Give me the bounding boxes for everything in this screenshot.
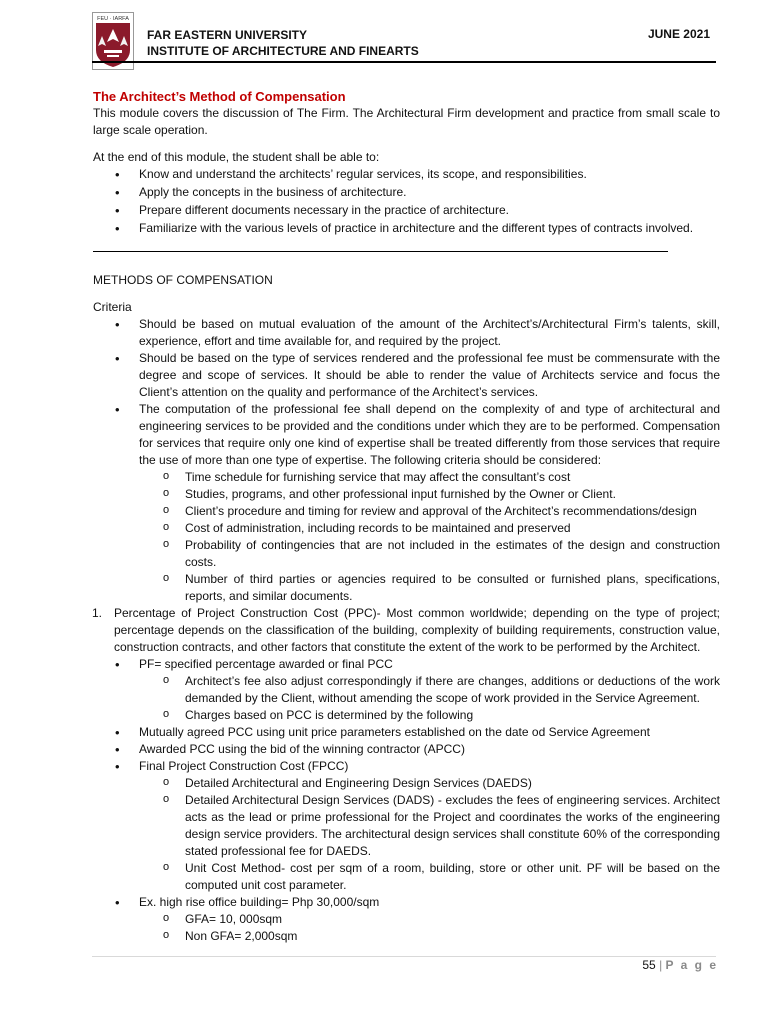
objectives-lead: At the end of this module, the student shall be able to: bbox=[93, 150, 380, 164]
pf-text: PF= specified percentage awarded or final PCC bbox=[139, 657, 393, 671]
list-item: • Know and understand the architects’ regular services, its scope, and responsibilities. bbox=[93, 166, 720, 183]
document-body bbox=[93, 88, 720, 945]
numbered-item-1 bbox=[92, 605, 720, 656]
list-item: o Charges based on PCC is determined by the following bbox=[139, 707, 720, 724]
page-number: 55 bbox=[642, 958, 656, 972]
criteria-sub-list bbox=[139, 469, 720, 605]
list-item: o Number of third parties or agencies required to be consulted or furnished plans, specifications, reports, and similar documents. bbox=[139, 571, 720, 605]
list-item bbox=[93, 656, 720, 724]
list-item: o Detailed Architectural and Engineering Design Services (DAEDS) bbox=[139, 775, 720, 792]
list-item: • Prepare different documents necessary in the practice of architecture. bbox=[93, 202, 720, 219]
list-item: • Awarded PCC using the bid of the winning contractor (APCC) bbox=[93, 741, 720, 758]
list-item bbox=[93, 758, 720, 894]
example-text: Ex. high rise office building= Php 30,000/sqm bbox=[139, 895, 380, 909]
university-name: FAR EASTERN UNIVERSITY bbox=[147, 28, 308, 42]
section-title: The Architect’s Method of Compensation bbox=[93, 89, 346, 104]
footer-divider bbox=[92, 956, 716, 957]
pf-sub-list bbox=[139, 673, 720, 724]
list-item: o Architect’s fee also adjust correspondingly if there are changes, additions or deductions of the work demanded by the Client, without amending the scope of work provided in the Service Agreement. bbox=[139, 673, 720, 707]
list-item bbox=[93, 401, 720, 605]
objectives-list bbox=[93, 166, 720, 237]
list-item: o Unit Cost Method- cost per sqm of a room, building, store or other unit. PF will be based on the computed unit cost parameter. bbox=[139, 860, 720, 894]
page-separator: | bbox=[659, 958, 663, 972]
list-item: • Mutually agreed PCC using unit price parameters established on the date od Service Agreement bbox=[93, 724, 720, 741]
list-item: • Familiarize with the various levels of practice in architecture and the different types of contracts involved. bbox=[93, 220, 720, 237]
item-number: 1. bbox=[92, 606, 103, 620]
list-item: • Apply the concepts in the business of architecture. bbox=[93, 184, 720, 201]
section-separator bbox=[93, 251, 668, 252]
list-item: o Detailed Architectural Design Services (DADS) - excludes the fees of engineering services. Architect acts as the lead or prime professional for the Project and coordinates the works of the engineering design service providers. The architectural design services shall constitute 60% of the corresponding stated professional fee for DAEDS. bbox=[139, 792, 720, 860]
example-sub-list bbox=[139, 911, 720, 945]
list-item: • Should be based on the type of services rendered and the professional fee must be commensurate with the degree and scope of services. It should be able to render the value of Architects service and focus the Client’s attention on the quality and performance of the Architect’s services. bbox=[93, 350, 720, 401]
logo-text: FEU · IARFA bbox=[97, 16, 129, 22]
institute-name: INSTITUTE OF ARCHITECTURE AND FINEARTS bbox=[147, 44, 419, 58]
list-item: o Time schedule for furnishing service that may affect the consultant’s cost bbox=[139, 469, 720, 486]
list-item: o Client’s procedure and timing for review and approval of the Architect’s recommendations/design bbox=[139, 503, 720, 520]
page-footer bbox=[642, 958, 718, 972]
list-item: o GFA= 10, 000sqm bbox=[139, 911, 720, 928]
list-item: • Should be based on mutual evaluation of the amount of the Architect’s/Architectural Firm’s talents, skill, experience, effort and time available for, and required by the project. bbox=[93, 316, 720, 350]
list-item: o Non GFA= 2,000sqm bbox=[139, 928, 720, 945]
list-item: o Probability of contingencies that are not included in the estimates of the design and construction costs. bbox=[139, 537, 720, 571]
fpcc-sub-list bbox=[139, 775, 720, 894]
list-item: o Cost of administration, including records to be maintained and preserved bbox=[139, 520, 720, 537]
methods-heading: METHODS OF COMPENSATION bbox=[93, 273, 273, 287]
criteria-text: The computation of the professional fee shall depend on the complexity of and type of architectural and engineering services to be provided and the conditions under which they are to be performed. Compensation for services that require only one kind of expertise shall be treated differently from those services that require the use of more than one type of expertise. The following criteria should be considered: bbox=[139, 402, 720, 467]
intro-paragraph: This module covers the discussion of The Firm. The Architectural Firm development and practice from small scale to large scale operation. bbox=[93, 106, 720, 137]
fpcc-text: Final Project Construction Cost (FPCC) bbox=[139, 759, 349, 773]
list-item: o Studies, programs, and other professional input furnished by the Owner or Client. bbox=[139, 486, 720, 503]
criteria-label: Criteria bbox=[93, 300, 132, 314]
page-label: P a g e bbox=[665, 958, 718, 972]
header-divider bbox=[92, 61, 716, 63]
list-item bbox=[93, 894, 720, 945]
header-date: JUNE 2021 bbox=[647, 27, 710, 41]
item-text: Percentage of Project Construction Cost (PPC)- Most common worldwide; depending on the type of project; percentage depends on the classification of the building, complexity of building requirements, construction value, construction contracts, and other factors that constitute the extent of the work to be performed by the Architect. bbox=[114, 606, 720, 654]
header-institution bbox=[147, 27, 419, 59]
pcc-list bbox=[93, 656, 720, 945]
criteria-list bbox=[93, 316, 720, 605]
